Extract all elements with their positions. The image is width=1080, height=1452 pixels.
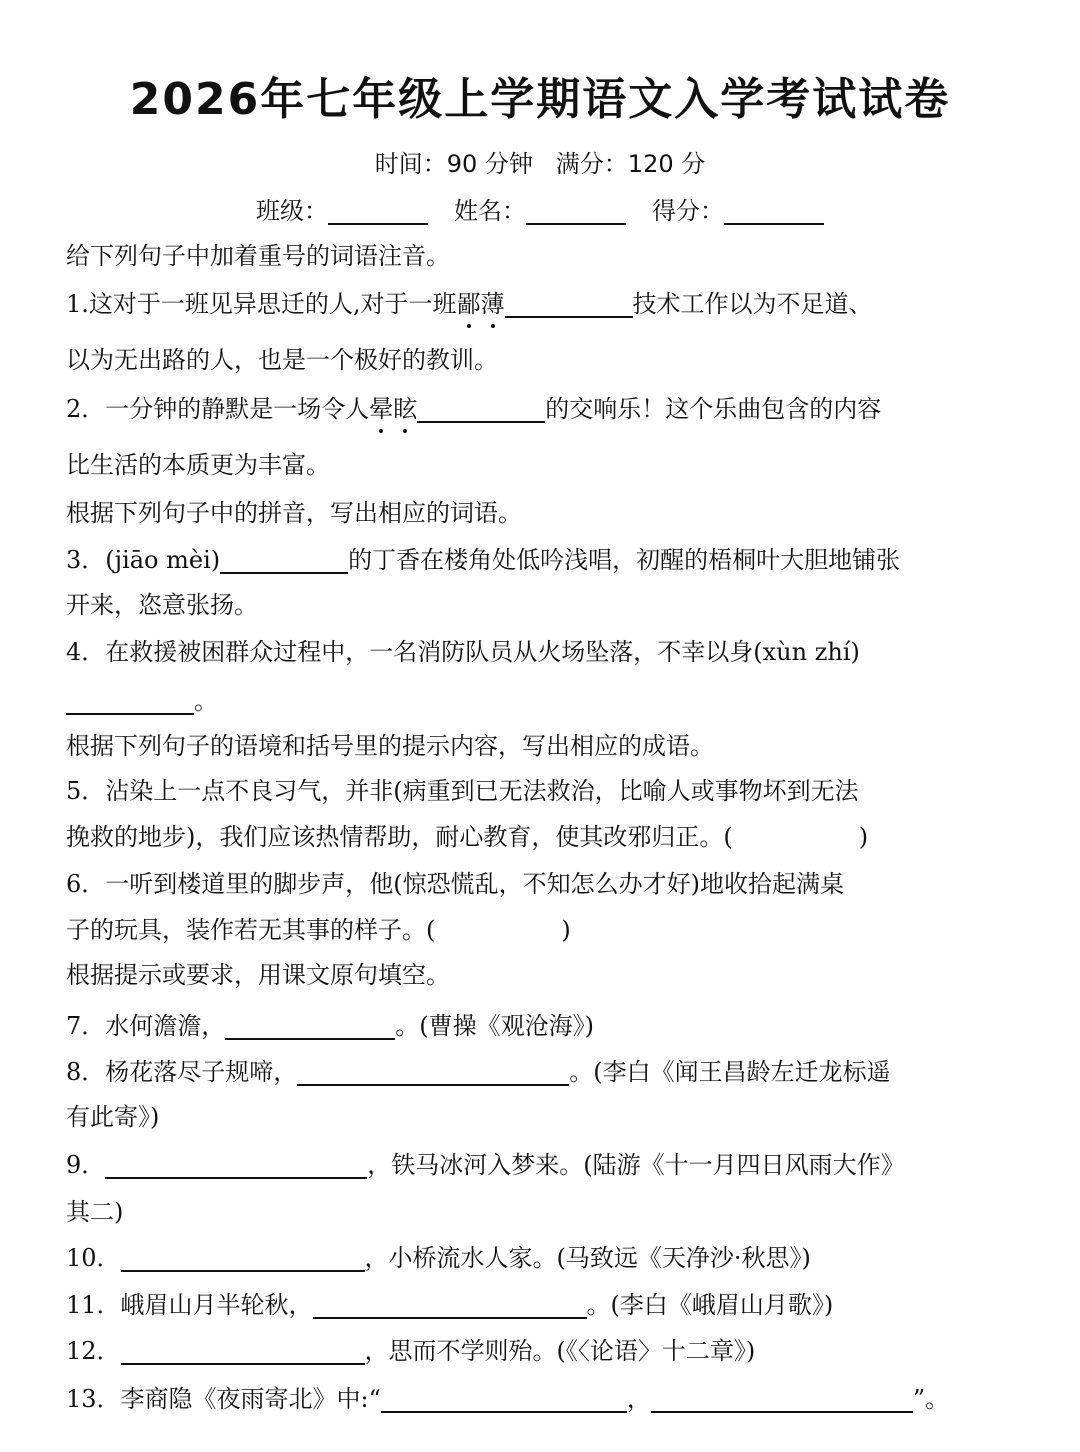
- score-blank[interactable]: [724, 199, 824, 225]
- q11-answer-blank[interactable]: [313, 1293, 587, 1319]
- q3-answer-blank[interactable]: [220, 548, 348, 574]
- question-4-line-1: 4．在救援被困群众过程中，一名消防队员从火场坠落，不幸以身(xùn zhí): [66, 638, 860, 666]
- q12-number: 12．: [66, 1337, 121, 1365]
- q12-answer-blank[interactable]: [121, 1339, 365, 1365]
- section-instruction-pinyin: 给下列句子中加着重号的词语注音。: [66, 242, 450, 270]
- q9-number: 9．: [66, 1151, 106, 1179]
- question-8-line-1: [66, 1054, 1018, 1090]
- q8-text-a: 8．杨花落尽子规啼，: [66, 1058, 298, 1086]
- q7-text-a: 7．水何澹澹，: [66, 1012, 226, 1040]
- q10-answer-blank[interactable]: [121, 1246, 365, 1272]
- question-4-line-2: [66, 683, 1018, 719]
- q8-text-b: 。(李白《闻王昌龄左迁龙标遥: [569, 1058, 891, 1086]
- section-instruction-poems: 根据提示或要求，用课文原句填空。: [66, 961, 450, 989]
- q2-answer-blank[interactable]: [417, 397, 545, 423]
- q5-text: 挽救的地步)，我们应该热情帮助，耐心教育，使其改邪归正。(: [66, 823, 733, 851]
- q9-text: ，铁马冰河入梦来。(陆游《十一月四日风雨大作》: [367, 1151, 905, 1179]
- q2-text-b: 的交响乐！这个乐曲包含的内容: [545, 395, 882, 423]
- q1-text-a: 1.这对于一班见异思迁的人,对于一班: [66, 290, 457, 318]
- q1-emphasis-char-1: 鄙: [457, 286, 481, 322]
- section-instruction-idioms: 根据下列句子的语境和括号里的提示内容，写出相应的成语。: [66, 732, 714, 760]
- q8-answer-blank[interactable]: [297, 1060, 569, 1086]
- question-8-line-2: 有此寄》): [66, 1103, 160, 1131]
- student-info-row: [0, 193, 1080, 229]
- q2-emphasis-char-2: 眩: [393, 391, 417, 427]
- exam-title: 2026年七年级上学期语文入学考试试卷: [129, 74, 951, 125]
- q10-number: 10．: [66, 1244, 121, 1272]
- q10-text: ，小桥流水人家。(马致远《天净沙·秋思》): [364, 1244, 811, 1272]
- q12-text: ，思而不学则殆。(《〈论语〉十二章》): [364, 1337, 756, 1365]
- q13-answer-blank-2[interactable]: [651, 1387, 913, 1413]
- question-12: [66, 1333, 1018, 1369]
- q5-close-paren: ): [858, 823, 869, 851]
- q9-answer-blank[interactable]: [105, 1153, 367, 1179]
- q11-text-b: 。(李白《峨眉山月歌》): [586, 1291, 834, 1319]
- question-13: [66, 1381, 1018, 1417]
- q4-period: 。: [194, 687, 218, 715]
- exam-time-score: 时间：90 分钟 满分：120 分: [374, 150, 706, 178]
- question-6-line-1: 6．一听到楼道里的脚步声，他(惊恐慌乱，不知怎么办才好)地收拾起满桌: [66, 870, 844, 898]
- question-1-line-2: 以为无出路的人，也是一个极好的教训。: [66, 346, 498, 374]
- q13-comma: ，: [626, 1385, 651, 1413]
- q3-text: 的丁香在楼角处低吟浅唱，初醒的梧桐叶大胆地铺张: [348, 546, 901, 574]
- q7-answer-blank[interactable]: [225, 1014, 395, 1040]
- q3-pinyin: 3．(jiāo mèi): [66, 546, 221, 574]
- question-9-line-2: 其二): [66, 1198, 124, 1226]
- q7-text-b: 。(曹操《观沧海》): [395, 1012, 595, 1040]
- q2-text-a: 2．一分钟的静默是一场令人: [66, 395, 370, 423]
- q4-answer-blank[interactable]: [66, 689, 194, 715]
- score-label: 得分：: [652, 197, 724, 225]
- q13-answer-blank-1[interactable]: [381, 1387, 627, 1413]
- question-2-line-2: 比生活的本质更为丰富。: [66, 451, 330, 479]
- q11-text-a: 11．峨眉山月半轮秋，: [66, 1291, 313, 1319]
- question-5-line-2: [66, 819, 1018, 855]
- q1-text-b: 技术工作以为不足道、: [632, 290, 873, 318]
- question-1-line-1: [66, 286, 1018, 322]
- question-2-line-1: [66, 391, 1018, 427]
- question-11: [66, 1287, 1018, 1323]
- class-blank[interactable]: [328, 199, 428, 225]
- section-instruction-words: 根据下列句子中的拼音，写出相应的词语。: [66, 499, 522, 527]
- q6-close-paren: ): [561, 916, 571, 944]
- question-5-line-1: 5．沾染上一点不良习气，并非(病重到已无法救治，比喻人或事物坏到无法: [66, 777, 859, 805]
- question-9-line-1: [66, 1147, 1018, 1183]
- q2-emphasis-char-1: 晕: [369, 391, 393, 427]
- q6-text: 子的玩具，装作若无其事的样子。(: [66, 916, 436, 944]
- question-6-line-2: [66, 912, 1018, 948]
- q1-emphasis-char-2: 薄: [481, 286, 505, 322]
- question-10: [66, 1240, 1018, 1276]
- q1-answer-blank[interactable]: [505, 292, 633, 318]
- question-7: [66, 1008, 1018, 1044]
- name-label: 姓名：: [454, 197, 526, 225]
- question-3-line-1: [66, 542, 1018, 578]
- name-blank[interactable]: [526, 199, 626, 225]
- question-3-line-2: 开来，恣意张扬。: [66, 591, 258, 619]
- q13-text-a: 13．李商隐《夜雨寄北》中:“: [66, 1385, 381, 1413]
- class-label: 班级：: [256, 197, 328, 225]
- q13-text-end: ”。: [912, 1385, 950, 1413]
